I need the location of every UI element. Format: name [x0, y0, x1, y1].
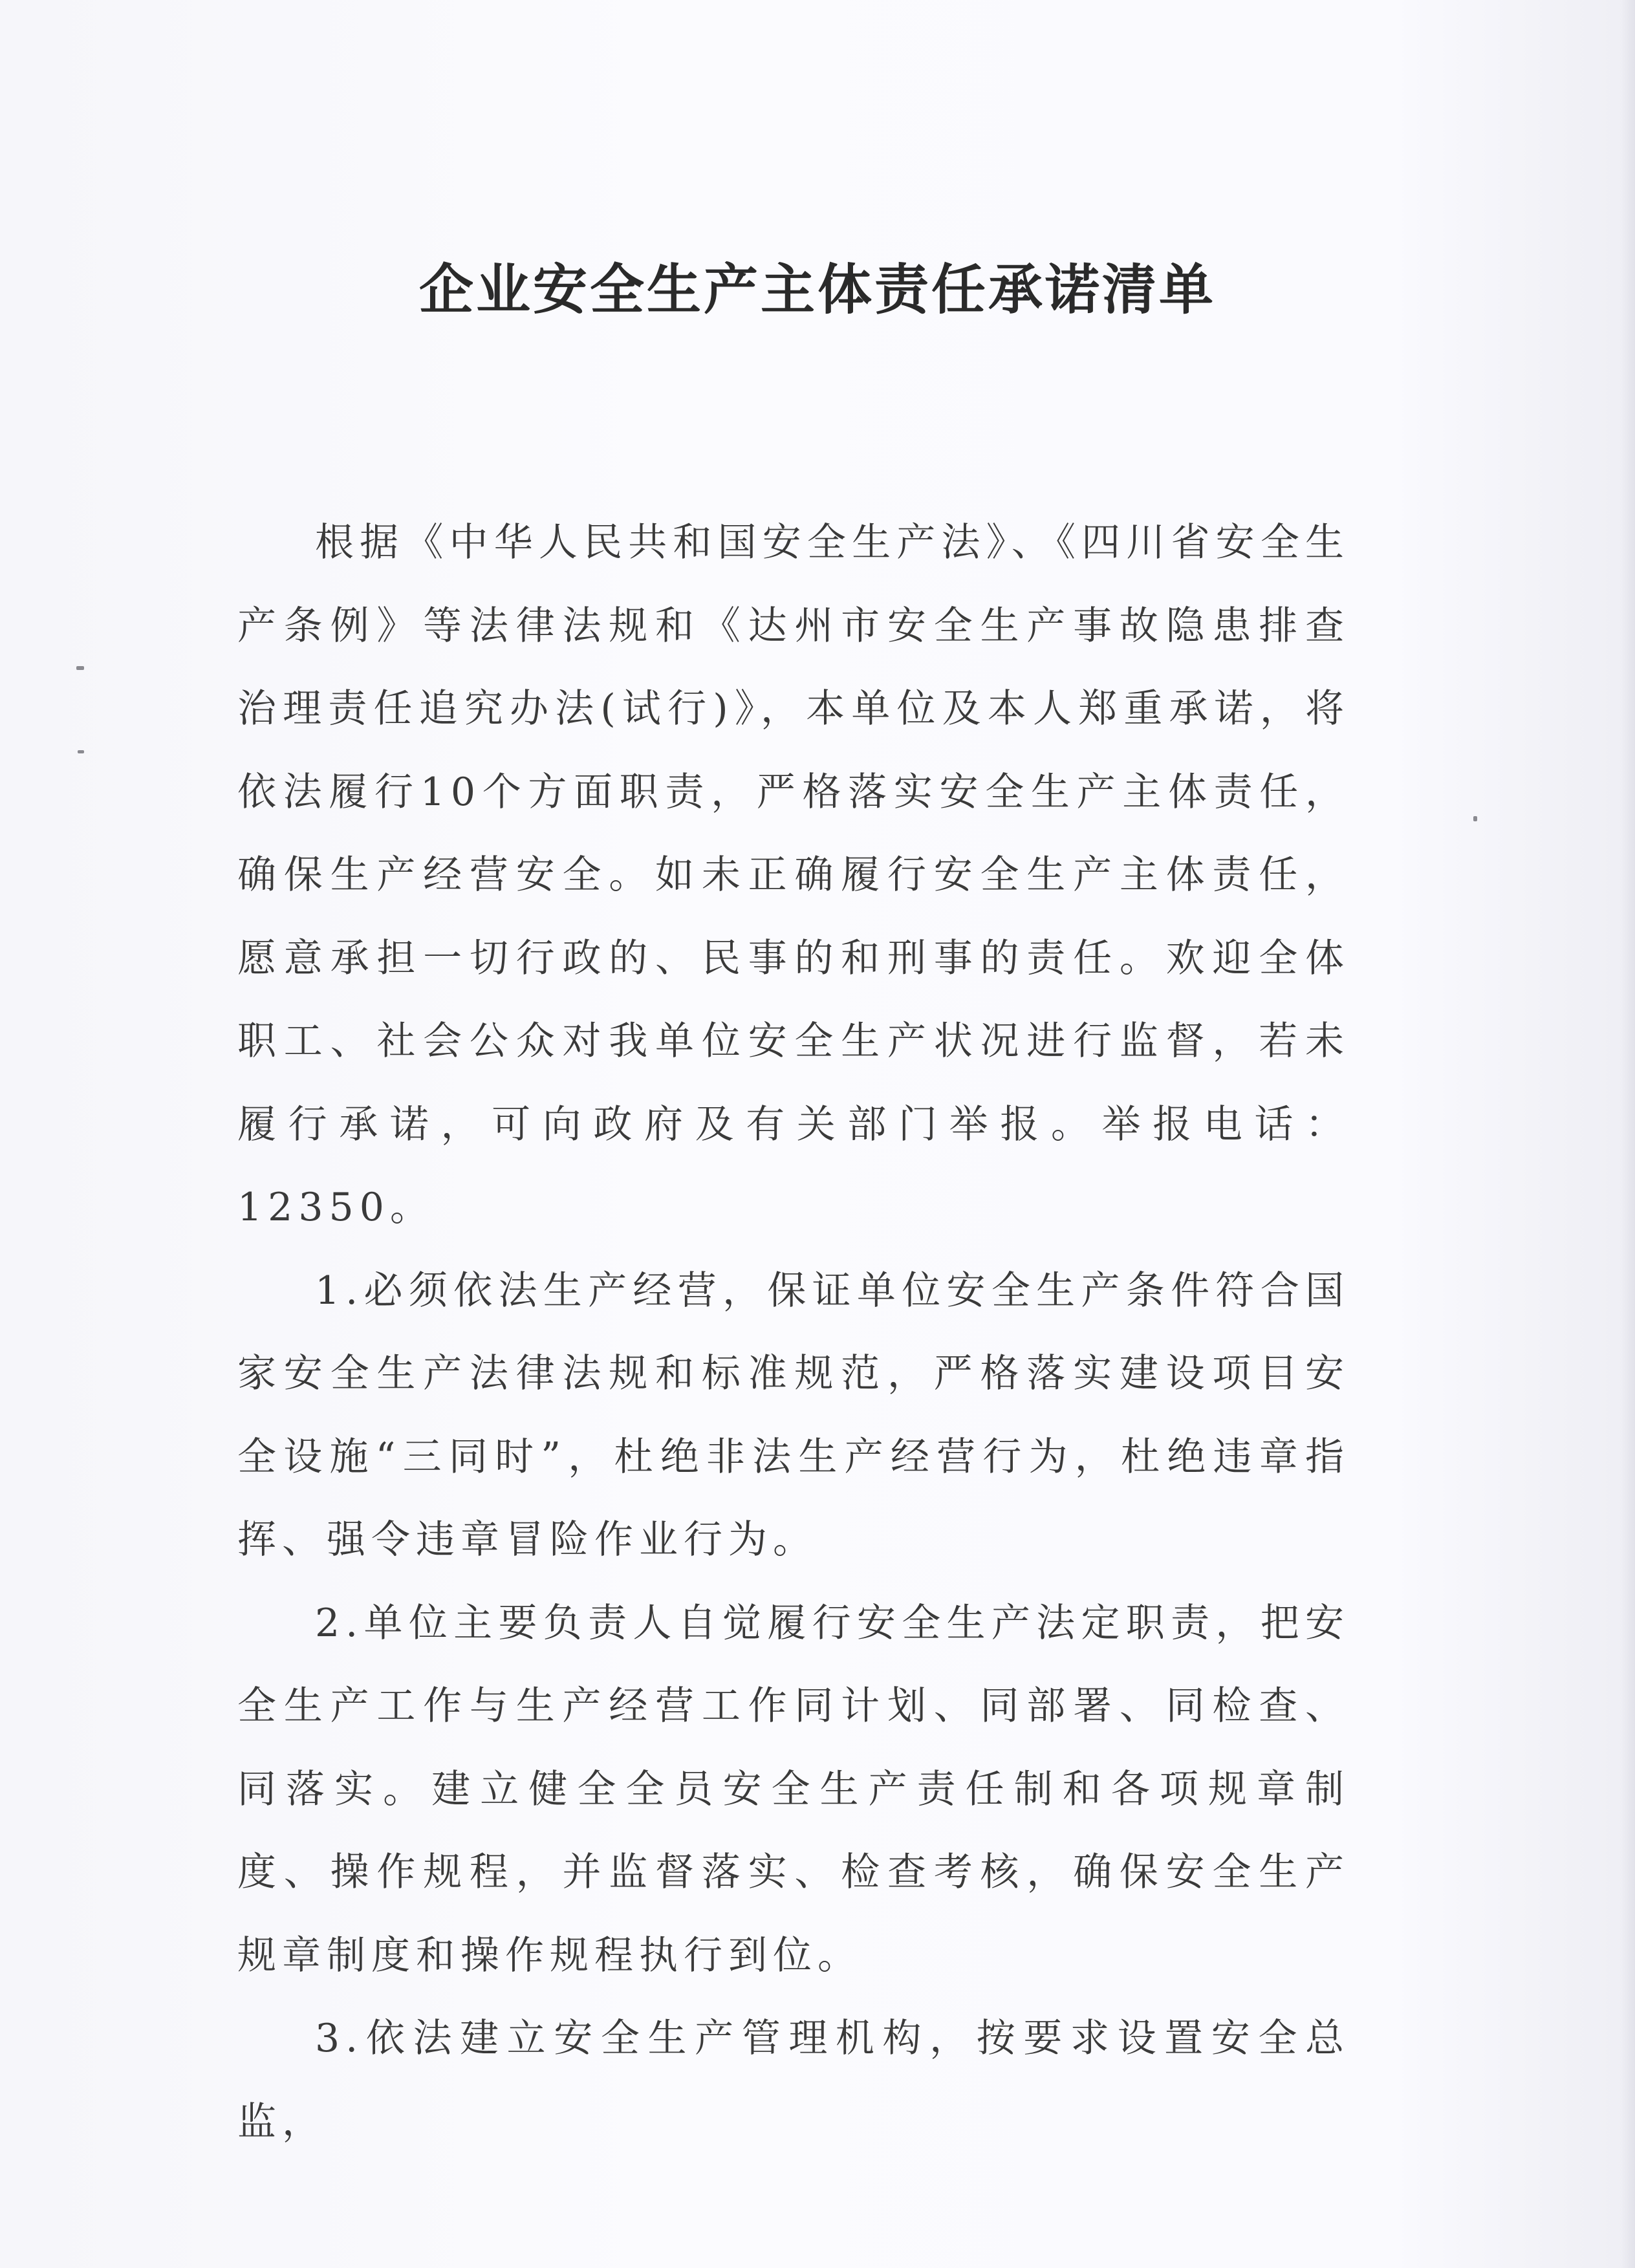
scan-speck: [78, 750, 84, 753]
commitment-item-2: 2.单位主要负责人自觉履行安全生产法定职责，把安全生产工作与生产经营工作同计划、同部署、同检查、同落实。建立健全全员安全生产责任制和各项规章制度、操作规程，并监督落实、检查考核，确保安全生产规章制度和操作规程执行到位。: [237, 1600, 1350, 1978]
commitment-item-3: 3.依法建立安全生产管理机构，按要求设置安全总监，: [237, 2016, 1350, 2144]
intro-paragraph: 根据《中华人民共和国安全生产法》、《四川省安全生产条例》等法律法规和《达州市安全生产事故隐患排查治理责任追究办法(试行)》，本单位及本人郑重承诺，将依法履行10个方面职责，严格落实安全生产主体责任，确保生产经营安全。如未正确履行安全生产主体责任，愿意承担一切行政的、民事的和刑事的责任。欢迎全体职工、社会公众对我单位安全生产状况进行监督，若未履行承诺，可向政府及有关部门举报。举报电话：12350。: [237, 520, 1350, 1230]
document-body: [237, 501, 1350, 2163]
scan-speck: [76, 666, 84, 670]
commitment-item-1: 1.必须依法生产经营，保证单位安全生产条件符合国家安全生产法律法规和标准规范，严格落实建设项目安全设施“三同时”，杜绝非法生产经营行为，杜绝违章指挥、强令违章冒险作业行为。: [237, 1268, 1350, 1562]
document-title: 企业安全生产主体责任承诺清单: [418, 258, 1216, 321]
scan-speck: [1473, 816, 1477, 821]
page-edge-shadow: [1621, 0, 1635, 2268]
